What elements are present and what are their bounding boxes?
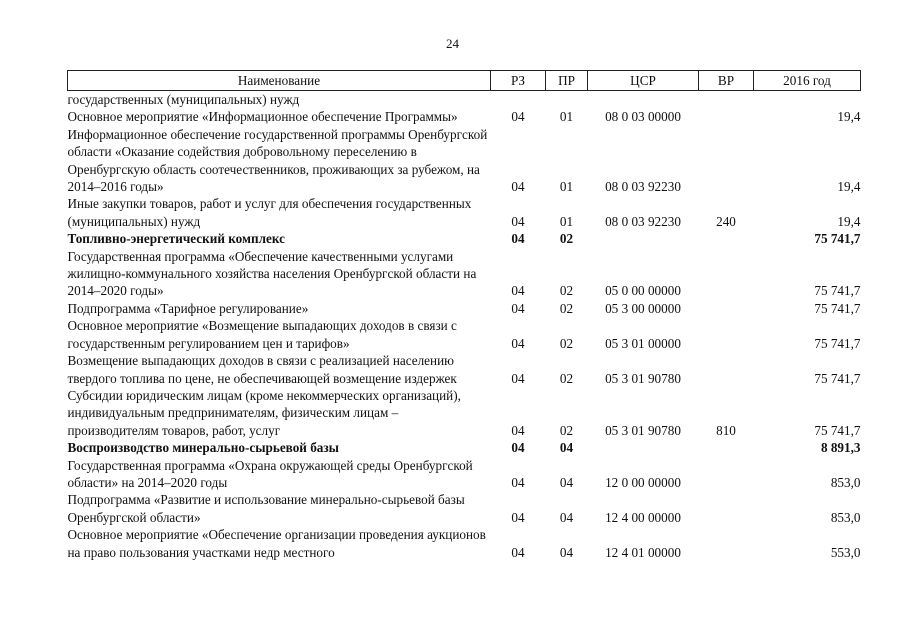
cell-amount: 853,0 [830, 509, 861, 525]
cell-pr: 04 [559, 544, 574, 560]
cell-pr: 02 [559, 370, 574, 386]
table-row [68, 317, 861, 352]
cell-rz: 04 [511, 109, 525, 125]
cell-rz: 04 [511, 231, 525, 247]
cell-rz: 04 [511, 474, 525, 490]
cell-vr [699, 526, 754, 561]
cell-csr: 12 4 01 00000 [605, 544, 681, 560]
table-row [68, 491, 861, 526]
cell-pr: 02 [559, 300, 574, 316]
table-row [68, 195, 861, 230]
cell-rz: 04 [511, 213, 525, 229]
cell-amount: 75 741,7 [814, 335, 861, 351]
header-name: Наименование [68, 71, 491, 91]
page-number: 24 [446, 36, 459, 51]
cell-rz [491, 91, 546, 109]
cell-amount: 75 741,7 [814, 370, 861, 386]
cell-amount: 853,0 [830, 474, 861, 490]
cell-amount: 19,4 [837, 109, 861, 125]
cell-vr [699, 317, 754, 352]
table-header-row [68, 71, 861, 91]
cell-csr: 12 0 00 00000 [605, 474, 681, 490]
cell-csr: 05 0 00 00000 [605, 283, 681, 299]
cell-name: Подпрограмма «Развитие и использование минерально-сырьевой базы Оренбургской области» [67, 492, 465, 525]
cell-name: Подпрограмма «Тарифное регулирование» [67, 300, 309, 316]
cell-csr: 08 0 03 00000 [605, 109, 681, 125]
cell-rz: 04 [511, 422, 525, 438]
cell-vr [699, 230, 754, 247]
cell-amount: 553,0 [830, 544, 861, 560]
cell-name: Возмещение выпадающих доходов в связи с реализацией населению твердого топлива по цене, не обеспечивающей возмещение издержек [67, 353, 457, 386]
cell-amount: 75 741,7 [814, 300, 861, 316]
cell-pr: 04 [559, 440, 574, 456]
table-row [68, 439, 861, 456]
cell-csr [588, 439, 699, 456]
cell-vr: 810 [716, 422, 736, 438]
cell-csr [588, 91, 699, 109]
cell-vr [699, 126, 754, 196]
cell-pr: 04 [559, 509, 574, 525]
table-row [68, 526, 861, 561]
cell-vr [699, 439, 754, 456]
cell-pr: 01 [559, 109, 574, 125]
cell-amount [754, 91, 861, 109]
budget-table [67, 70, 861, 561]
cell-rz: 04 [511, 300, 525, 316]
cell-vr [699, 457, 754, 492]
cell-csr [588, 230, 699, 247]
cell-csr: 08 0 03 92230 [605, 213, 681, 229]
cell-vr [699, 248, 754, 300]
cell-name: Государственная программа «Обеспечение качественными услугами жилищно-коммунального хозяйства населения Оренбургской области на 2014–2020 годы» [67, 248, 477, 299]
cell-name: Основное мероприятие «Информационное обеспечение Программы» [67, 109, 458, 125]
cell-vr: 240 [716, 213, 736, 229]
cell-csr: 05 3 01 90780 [605, 422, 681, 438]
cell-vr [699, 352, 754, 387]
header-vr: ВР [699, 71, 754, 91]
cell-rz: 04 [511, 440, 525, 456]
cell-amount: 75 741,7 [814, 422, 861, 438]
cell-name: Основное мероприятие «Возмещение выпадающих доходов в связи с государственным регулированием цен и тарифов» [67, 318, 457, 351]
cell-rz: 04 [511, 509, 525, 525]
cell-pr: 01 [559, 213, 574, 229]
cell-pr: 02 [559, 335, 574, 351]
table-row [68, 248, 861, 300]
cell-pr: 02 [559, 283, 574, 299]
header-csr: ЦСР [588, 71, 699, 91]
table-row [68, 352, 861, 387]
cell-vr [699, 491, 754, 526]
cell-vr [699, 300, 754, 317]
header-rz: РЗ [491, 71, 546, 91]
cell-amount: 19,4 [837, 213, 861, 229]
table-row [68, 457, 861, 492]
cell-vr [699, 108, 754, 125]
cell-pr: 02 [559, 422, 574, 438]
cell-amount: 75 741,7 [814, 283, 861, 299]
cell-name: Иные закупки товаров, работ и услуг для обеспечения государственных (муниципальных) нужд [67, 196, 472, 229]
cell-name: Воспроизводство минерально-сырьевой базы [67, 440, 339, 456]
header-pr: ПР [546, 71, 588, 91]
cell-rz: 04 [511, 283, 525, 299]
cell-csr: 05 3 00 00000 [605, 300, 681, 316]
cell-csr: 12 4 00 00000 [605, 509, 681, 525]
cell-csr: 05 3 01 90780 [605, 370, 681, 386]
cell-rz: 04 [511, 370, 525, 386]
cell-name: Субсидии юридическим лицам (кроме некоммерческих организаций), индивидуальным предпринимателям, физическим лицам – производителям товаров, работ, услуг [67, 387, 461, 438]
cell-pr: 02 [559, 231, 574, 247]
cell-rz: 04 [511, 179, 525, 195]
cell-name: Государственная программа «Охрана окружающей среды Оренбургской области» на 2014–2020 годы [67, 457, 473, 490]
table-row [68, 230, 861, 247]
cell-pr [546, 91, 588, 109]
table-row [68, 91, 861, 109]
table-body [68, 91, 861, 561]
table-row [68, 387, 861, 439]
cell-amount: 8 891,3 [820, 440, 861, 456]
cell-name: Информационное обеспечение государственной программы Оренбургской области «Оказание содействия добровольному переселению в Оренбургскую область соотечественников, проживающих за рубежом, на 2014–2016 годы» [67, 126, 488, 195]
cell-vr [699, 91, 754, 109]
cell-pr: 01 [559, 179, 574, 195]
cell-rz: 04 [511, 335, 525, 351]
cell-rz: 04 [511, 544, 525, 560]
cell-pr: 04 [559, 474, 574, 490]
cell-name: государственных (муниципальных) нужд [67, 92, 300, 107]
table-row [68, 108, 861, 125]
cell-csr: 05 3 01 00000 [605, 335, 681, 351]
cell-amount: 75 741,7 [814, 231, 861, 247]
cell-name: Основное мероприятие «Обеспечение организации проведения аукционов на право пользования участками недр местного [67, 527, 486, 560]
header-year: 2016 год [754, 71, 861, 91]
cell-name: Топливно-энергетический комплекс [67, 231, 285, 247]
table-row [68, 300, 861, 317]
cell-amount: 19,4 [837, 179, 861, 195]
table-row [68, 126, 861, 196]
cell-csr: 08 0 03 92230 [605, 179, 681, 195]
